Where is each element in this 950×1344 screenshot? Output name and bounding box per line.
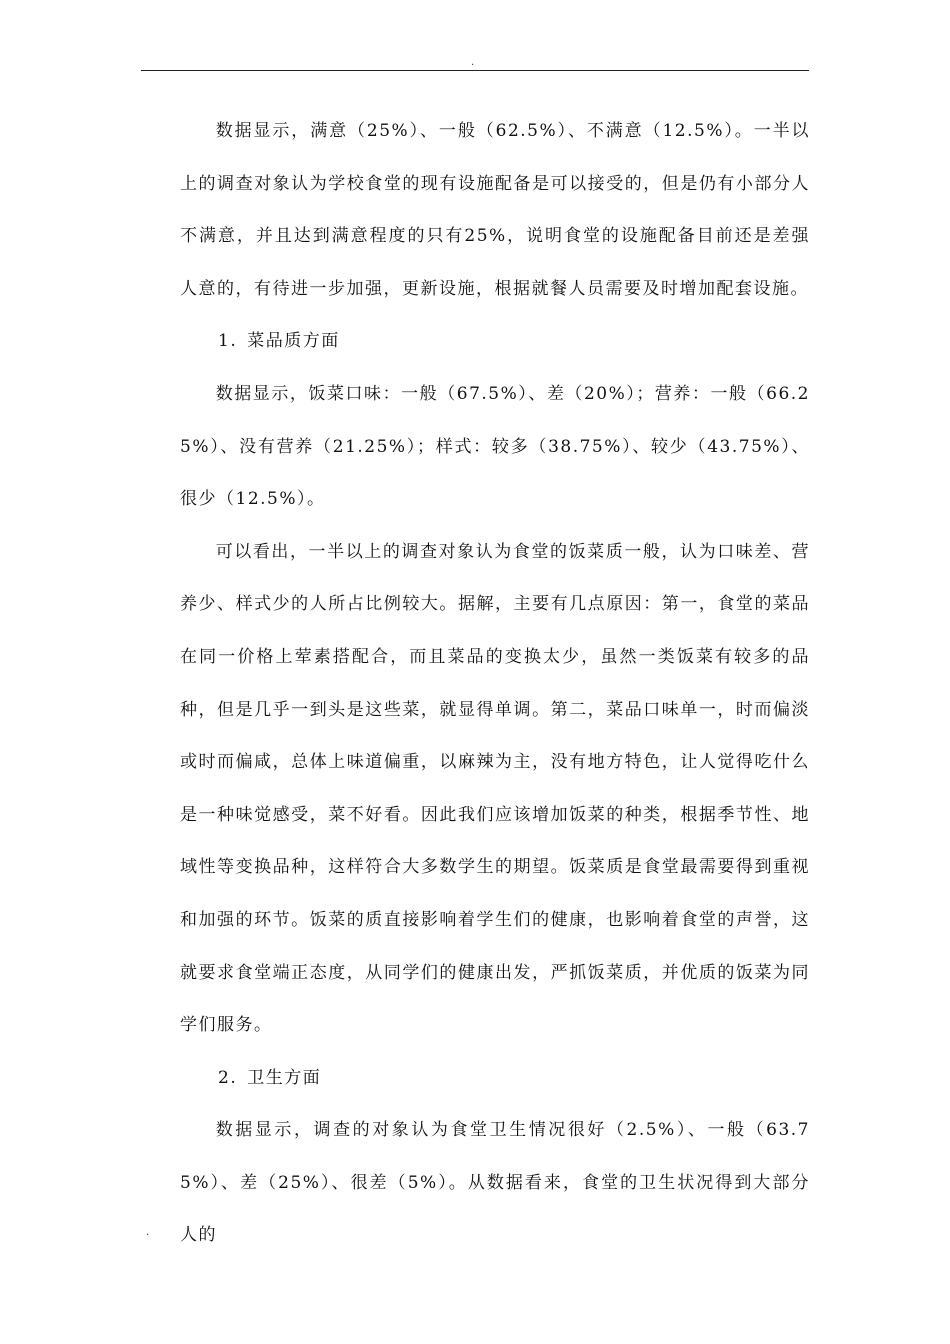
section-number: 2. [218,1067,238,1088]
header-mark: . [471,57,475,68]
section-number: 1. [218,331,238,352]
section-title: 卫生方面 [247,1067,322,1088]
section-heading-hygiene [180,1052,810,1105]
footer-mark: . [146,1227,150,1238]
paragraph-hygiene-data: 数据显示，调查的对象认为食堂卫生情况很好（2.5%）、一般（63.75%）、差（25%）、很差（5%）。从数据看来，食堂的卫生状况得到大部分人的 [180,1120,810,1246]
document-body [180,105,810,1262]
paragraph-food-analysis: 可以看出，一半以上的调查对象认为食堂的饭菜质一般，认为口味差、营养少、样式少的人所占比例较大。据解，主要有几点原因：第一，食堂的菜品在同一价格上荤素搭配合，而且菜品的变换太少，虽然一类饭菜有较多的品种，但是几乎一到头是这些菜，就显得单调。第二，菜品口味单一，时而偏淡或时而偏咸，总体上味道偏重，以麻辣为主，没有地方特色，让人觉得吃什么是一种味觉感受，菜不好看。因此我们应该增加饭菜的种类，根据季节性、地域性等变换品种，这样符合大多数学生的期望。饭菜质是食堂最需要得到重视和加强的环节。饭菜的质直接影响着学生们的健康，也影响着食堂的声誉，这就要求食堂端正态度，从同学们的健康出发，严抓饭菜质，并优质的饭菜为同学们服务。 [180,541,810,1036]
paragraph-food-data: 数据显示，饭菜口味：一般（67.5%）、差（20%）；营养：一般（66.25%）、没有营养（21.25%）；样式：较多（38.75%）、较少（43.75%）、很少（12.5%）。 [180,383,810,510]
paragraph-facilities-summary: 数据显示，满意（25%）、一般（62.5%）、不满意（12.5%）。一半以上的调查对象认为学校食堂的现有设施配备是可以接受的，但是仍有小部分人不满意，并且达到满意程度的只有25%，说明食堂的设施配备目前还是差强人意的，有待进一步加强，更新设施，根据就餐人员需要及时增加配套设施。 [180,121,810,299]
section-heading-food-quality [180,315,810,368]
header-rule [141,70,809,71]
section-title: 菜品质方面 [247,331,340,352]
